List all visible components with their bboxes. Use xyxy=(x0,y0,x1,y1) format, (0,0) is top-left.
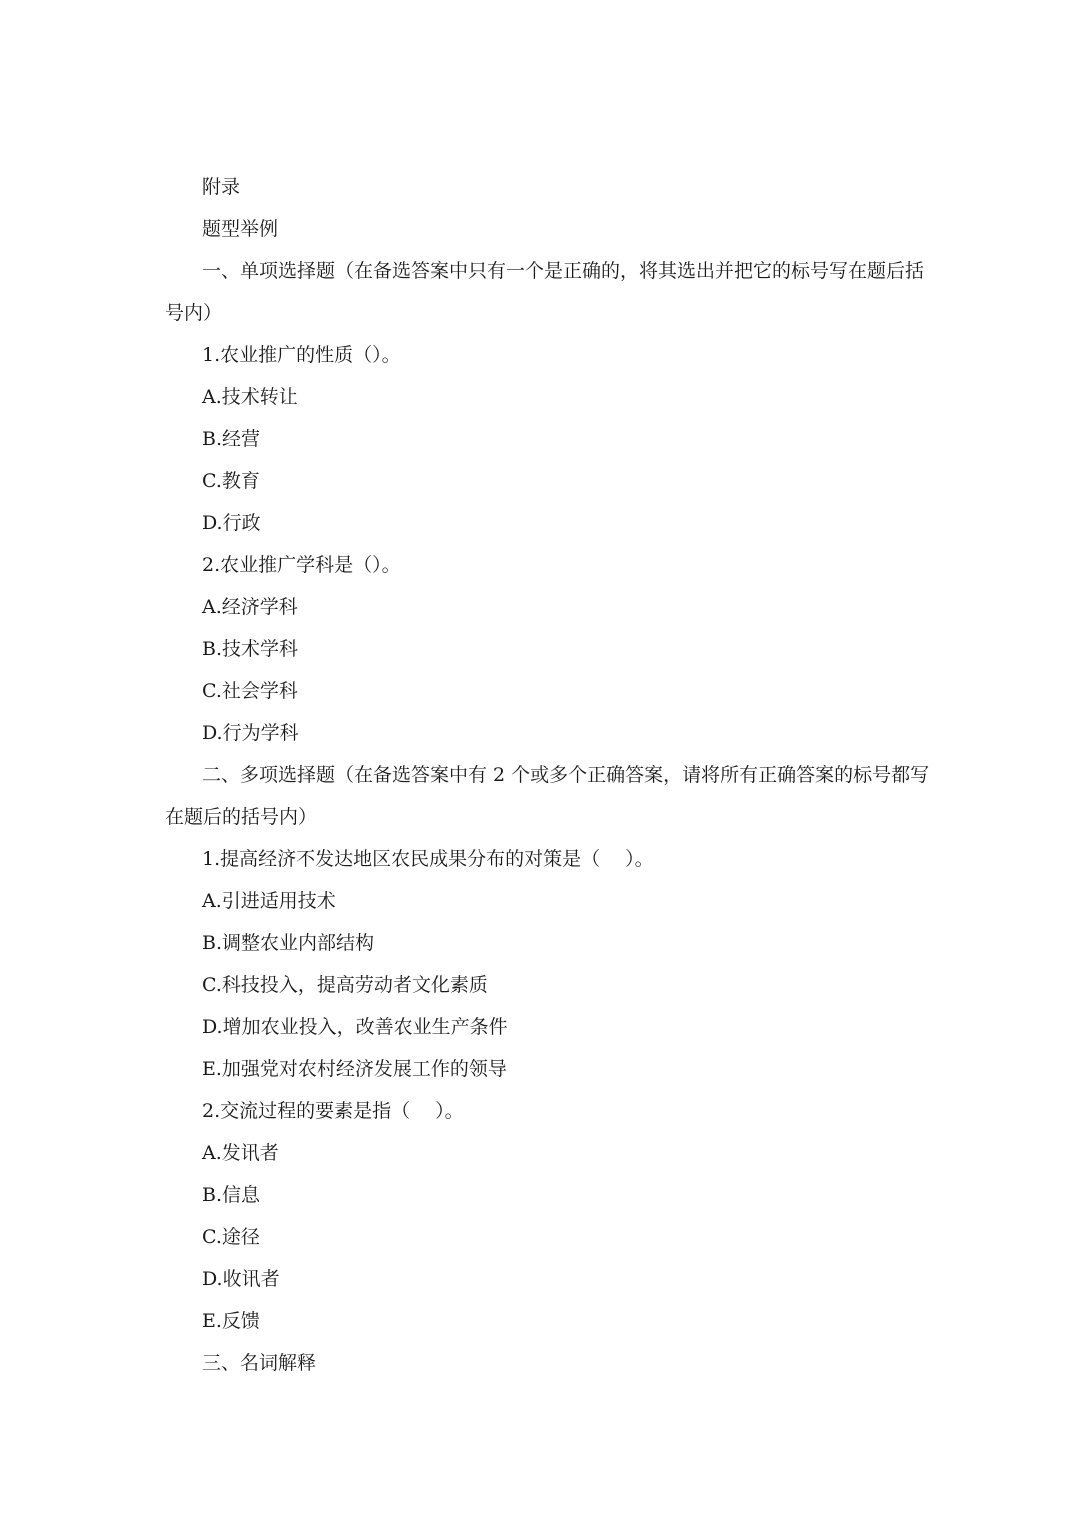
section1-heading: 一、单项选择题（在备选答案中只有一个是正确的，将其选出并把它的标号写在题后括 xyxy=(202,260,925,282)
question-stem: 2.交流过程的要素是指（ ）。 xyxy=(202,1100,464,1122)
question-types-title: 题型举例 xyxy=(202,218,279,240)
option-item: E.反馈 xyxy=(202,1310,260,1332)
option-item: C.途径 xyxy=(202,1226,260,1248)
option-item: D.行为学科 xyxy=(202,722,299,744)
section3-heading: 三、名词解释 xyxy=(202,1352,317,1374)
option-item: B.经营 xyxy=(202,428,261,450)
option-item: C.科技投入，提高劳动者文化素质 xyxy=(202,974,488,996)
option-item: D.行政 xyxy=(202,512,261,534)
appendix-title: 附录 xyxy=(202,176,241,198)
option-item: A.引进适用技术 xyxy=(202,890,336,912)
section1-heading-continued: 号内） xyxy=(165,302,223,324)
section2-heading-continued: 在题后的括号内） xyxy=(165,806,318,828)
option-item: E.加强党对农村经济发展工作的领导 xyxy=(202,1058,507,1080)
option-item: D.收讯者 xyxy=(202,1268,280,1290)
option-item: C.教育 xyxy=(202,470,260,492)
option-item: B.技术学科 xyxy=(202,638,299,660)
option-item: B.调整农业内部结构 xyxy=(202,932,375,954)
question-stem: 1.农业推广的性质（）。 xyxy=(202,344,401,366)
option-item: B.信息 xyxy=(202,1184,261,1206)
option-item: A.技术转让 xyxy=(202,386,298,408)
question-stem: 1.提高经济不发达地区农民成果分布的对策是（ ）。 xyxy=(202,848,654,870)
option-item: A.经济学科 xyxy=(202,596,298,618)
document-body xyxy=(165,166,930,1384)
section2-heading: 二、多项选择题（在备选答案中有 2 个或多个正确答案，请将所有正确答案的标号都写 xyxy=(202,764,930,786)
option-item: A.发讯者 xyxy=(202,1142,279,1164)
option-item: C.社会学科 xyxy=(202,680,298,702)
option-item: D.增加农业投入，改善农业生产条件 xyxy=(202,1016,508,1038)
question-stem: 2.农业推广学科是（）。 xyxy=(202,554,401,576)
